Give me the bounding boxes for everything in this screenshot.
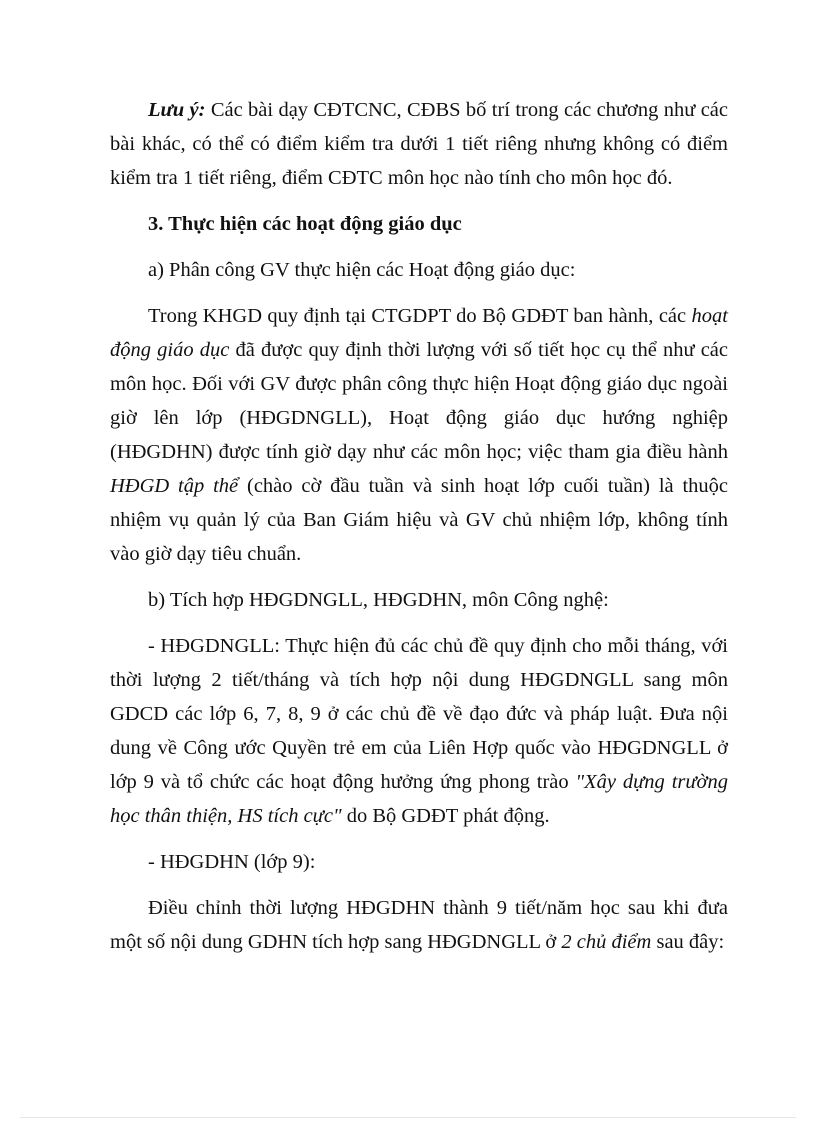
paragraph-activities-italic-1: hoạt động giáo dục — [110, 305, 728, 361]
section-heading: 3. Thực hiện các hoạt động giáo dục — [148, 213, 462, 235]
document-body — [110, 93, 728, 959]
paragraph-hdgdhn-text-1: Điều chỉnh thời lượng HĐGDHN thành 9 tiết/năm học sau khi đưa một số nội dung GDHN tích hợp sang HĐGDNGLL ở — [110, 897, 728, 953]
paragraph-hdgdngll — [110, 629, 728, 833]
page-bottom-divider — [20, 1117, 796, 1118]
paragraph-hdgdngll-italic: "Xây dựng trường học thân thiện, HS tích cực" — [110, 771, 728, 827]
hdgdhn-label: - HĐGDHN (lớp 9): — [148, 851, 316, 873]
paragraph-activities-italic-2: HĐGD tập thể — [110, 475, 239, 497]
note-label: Lưu ý: — [148, 99, 206, 121]
paragraph-hdgdngll-text-2: do Bộ GDĐT phát động. — [341, 805, 550, 827]
paragraph-hdgdngll-text-1: - HĐGDNGLL: Thực hiện đủ các chủ đề quy định cho mỗi tháng, với thời lượng 2 tiết/tháng và tích hợp nội dung HĐGDNGLL sang môn GDCD các lớp 6, 7, 8, 9 ở các chủ đề về đạo đức và pháp luật. Đưa nội dung về Công ước Quyền trẻ em của Liên Hợp quốc vào HĐGDNGLL ở lớp 9 và tổ chức các hoạt động hưởng ứng phong trào — [110, 635, 728, 793]
paragraph-activities-text-1: Trong KHGD quy định tại CTGDPT do Bộ GDĐT ban hành, các — [148, 305, 692, 327]
paragraph-activities-text-2: đã được quy định thời lượng với số tiết học cụ thể như các môn học. Đối với GV được phân công thực hiện Hoạt động giáo dục ngoài giờ lên lớp (HĐGDNGLL), Hoạt động giáo dục hướng nghiệp (HĐGDHN) được tính giờ dạy như các môn học; việc tham gia điều hành — [110, 339, 728, 463]
subheading-b: b) Tích hợp HĐGDNGLL, HĐGDHN, môn Công nghệ: — [148, 589, 609, 611]
note-text: Các bài dạy CĐTCNC, CĐBS bố trí trong các chương như các bài khác, có thể có điểm kiểm tra dưới 1 tiết riêng nhưng không có điểm kiểm tra 1 tiết riêng, điểm CĐTC môn học nào tính cho môn học đó. — [110, 99, 728, 189]
paragraph-hdgdhn-text-2: sau đây: — [651, 931, 725, 953]
paragraph-activities — [110, 299, 728, 571]
paragraph-activities-text-3: (chào cờ đầu tuần và sinh hoạt lớp cuối tuần) là thuộc nhiệm vụ quản lý của Ban Giám hiệu và GV chủ nhiệm lớp, không tính vào giờ dạy tiêu chuẩn. — [110, 475, 728, 565]
paragraph-hdgdhn — [110, 891, 728, 959]
subheading-a: a) Phân công GV thực hiện các Hoạt động giáo dục: — [148, 259, 576, 281]
note-paragraph — [110, 93, 728, 195]
paragraph-hdgdhn-italic: 2 chủ điểm — [561, 931, 652, 953]
